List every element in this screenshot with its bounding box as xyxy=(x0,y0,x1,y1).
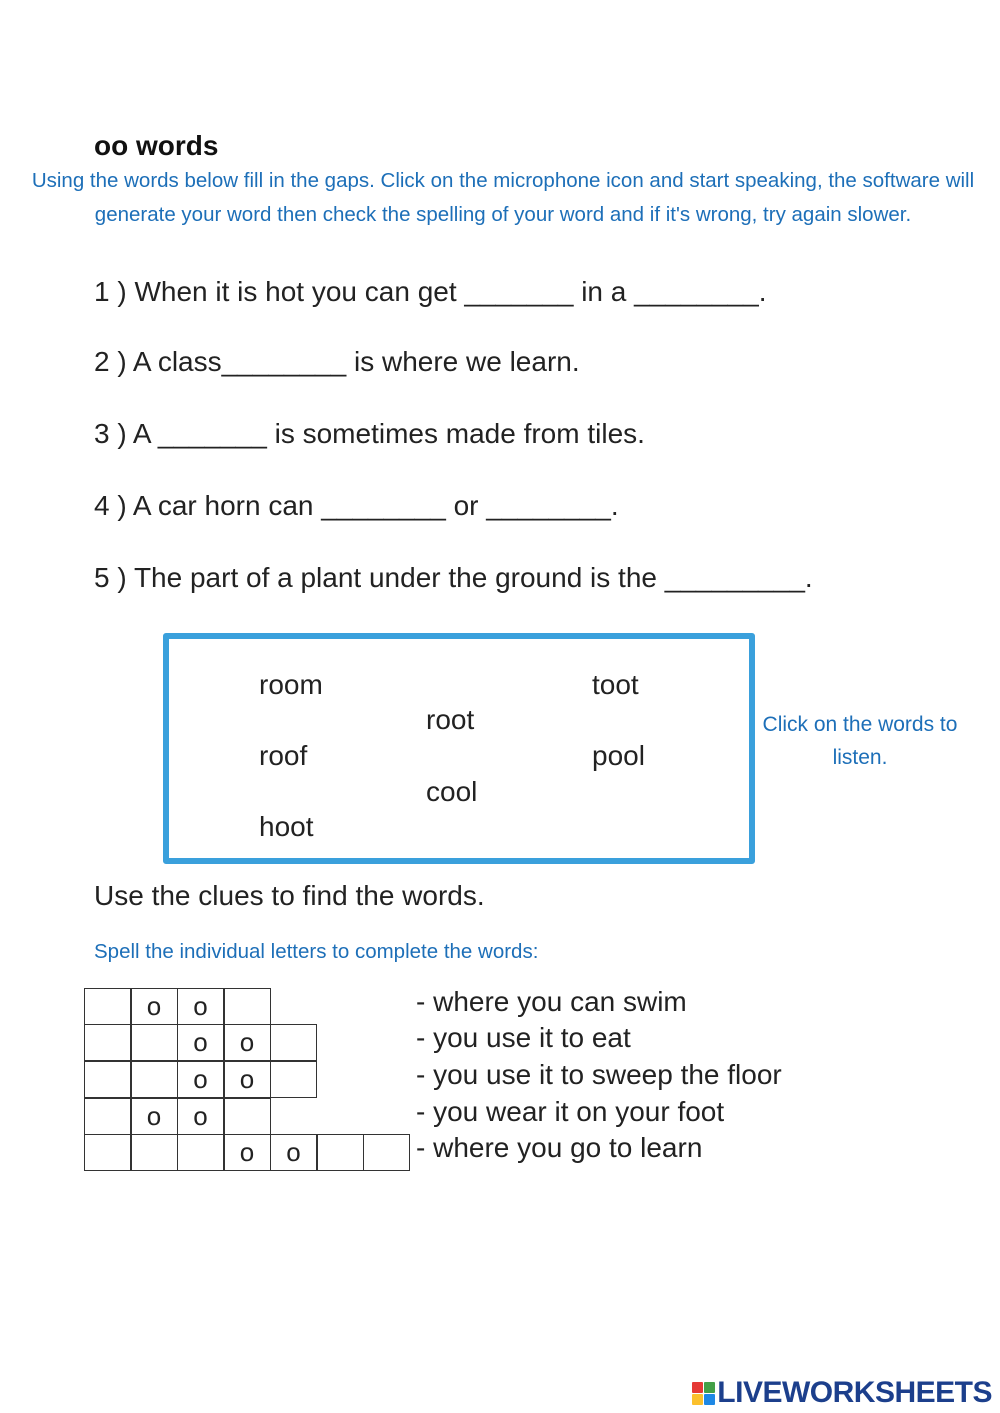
question-1: 1 ) When it is hot you can get _______ in a ________. xyxy=(94,276,767,307)
grid-cell-input[interactable] xyxy=(270,1024,317,1061)
brand-name: LIVEWORKSHEETS xyxy=(717,1376,992,1409)
logo-square-yellow xyxy=(692,1394,703,1405)
word-cool[interactable]: cool xyxy=(426,776,478,807)
grid-cell-input[interactable] xyxy=(84,1134,131,1171)
grid-cell-letter: o xyxy=(270,1134,317,1171)
clue-1: - where you can swim xyxy=(416,986,687,1017)
question-5: 5 ) The part of a plant under the ground is the _________. xyxy=(94,562,813,593)
grid-cell-input[interactable] xyxy=(84,1024,131,1061)
clue-3: - you use it to sweep the floor xyxy=(416,1059,782,1090)
grid-cell-input[interactable] xyxy=(84,1061,131,1098)
word-bank xyxy=(163,633,755,864)
clue-4: - you wear it on your foot xyxy=(416,1096,725,1127)
worksheet-title: oo words xyxy=(94,130,219,161)
grid-cell-input[interactable] xyxy=(84,988,131,1025)
grid-cell-input[interactable] xyxy=(224,1098,271,1135)
word-roof[interactable]: roof xyxy=(259,740,308,771)
grid-cell-letter: o xyxy=(224,1134,271,1171)
grid-cell-input[interactable] xyxy=(317,1134,364,1171)
liveworksheets-logo xyxy=(692,1376,992,1410)
question-4: 4 ) A car horn can ________ or ________. xyxy=(94,490,619,521)
listen-note: Click on the words to listen. xyxy=(762,713,958,769)
word-pool[interactable]: pool xyxy=(592,740,645,771)
grid-cell-letter: o xyxy=(177,1024,224,1061)
clue-2: - you use it to eat xyxy=(416,1022,631,1053)
spell-instruction: Spell the individual letters to complete the words: xyxy=(94,940,539,963)
logo-square-blue xyxy=(704,1394,715,1405)
grid-cell-input[interactable] xyxy=(270,1061,317,1098)
grid-cell-input[interactable] xyxy=(177,1134,224,1171)
grid-cell-input[interactable] xyxy=(131,1134,178,1171)
logo-square-green xyxy=(704,1382,715,1393)
grid-cell-letter: o xyxy=(224,1024,271,1061)
word-root[interactable]: root xyxy=(426,704,475,735)
grid-cell-letter: o xyxy=(131,1098,178,1135)
grid-cell-input[interactable] xyxy=(84,1098,131,1135)
clue-5: - where you go to learn xyxy=(416,1132,703,1163)
grid-cell-input[interactable] xyxy=(131,1061,178,1098)
grid-cell-input[interactable] xyxy=(131,1024,178,1061)
logo-square-red xyxy=(692,1382,703,1393)
question-3: 3 ) A _______ is sometimes made from tiles. xyxy=(94,418,645,449)
grid-cell-letter: o xyxy=(177,988,224,1025)
grid-cell-input[interactable] xyxy=(224,988,271,1025)
logo-icon xyxy=(692,1382,715,1405)
question-2: 2 ) A class________ is where we learn. xyxy=(94,346,580,377)
word-toot[interactable]: toot xyxy=(592,669,639,700)
clues-heading: Use the clues to find the words. xyxy=(94,880,485,911)
grid-cell-letter: o xyxy=(224,1061,271,1098)
word-hoot[interactable]: hoot xyxy=(259,811,314,842)
word-room[interactable]: room xyxy=(259,669,323,700)
grid-cell-letter: o xyxy=(131,988,178,1025)
grid-cell-letter: o xyxy=(177,1098,224,1135)
grid-cell-input[interactable] xyxy=(363,1134,410,1171)
grid-cell-letter: o xyxy=(177,1061,224,1098)
worksheet-instructions: Using the words below fill in the gaps. Click on the microphone icon and start speaking, the software will generate your word then check the spelling of your word and if it's wrong, try again slower. xyxy=(31,169,975,226)
